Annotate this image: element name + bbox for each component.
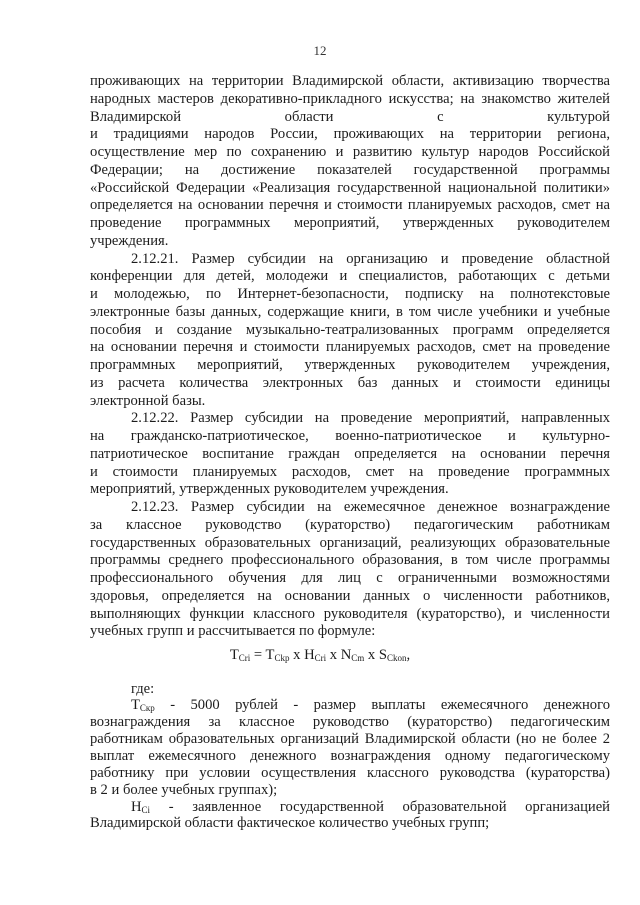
definition-hci-cont: Владимирской области фактическое количество учебных групп; bbox=[90, 815, 490, 831]
text-line: электронной базы. bbox=[90, 392, 206, 409]
text-line: выполняющих функции классного руководителя (кураторство), и численности bbox=[90, 605, 610, 622]
text-line: мероприятий, утвержденных руководителем учреждения. bbox=[90, 481, 449, 498]
formula-term-4-sub: Ckon bbox=[387, 653, 407, 663]
text-line: программы среднего профессионального образования, в том числе программы bbox=[90, 552, 610, 569]
text-line: Владимирской области с культурой bbox=[90, 108, 610, 125]
formula-lhs-sub: Cri bbox=[238, 653, 251, 663]
text-line: и стоимости планируемых расходов, смет на проведение программных bbox=[90, 463, 610, 480]
text-line: и традициями народов России, проживающих на территории региона, bbox=[90, 126, 610, 143]
text-line: вознаграждения за классное руководство (кураторство) педагогическим bbox=[90, 714, 610, 730]
formula-times-2: x bbox=[326, 647, 341, 663]
text-line: «Российской Федерации «Реализация государственной национальной политики» bbox=[90, 179, 610, 196]
text-line: проведение программных мероприятий, утвержденных руководителем bbox=[90, 215, 610, 231]
text-line: программных мероприятий, утвержденных руководителем учреждения, bbox=[90, 357, 610, 373]
text-line: на основании перечня и стоимости планируемых расходов, смет на проведение bbox=[90, 339, 610, 356]
formula-term-1: T bbox=[265, 647, 275, 663]
formula-term-2: H bbox=[304, 647, 315, 663]
text-line: определяется на основании перечня и стоимости планируемых расходов, смет на bbox=[90, 197, 610, 214]
text-line: осуществление мер по сохранению и развитию культур народов Российской bbox=[90, 144, 610, 160]
page-number: 12 bbox=[313, 43, 327, 58]
symbol-tckr: T bbox=[131, 697, 140, 713]
text-line: 2.12.21. Размер субсидии на организацию и проведение областной bbox=[131, 250, 610, 267]
text-line: государственных образовательных организаций, реализующих образовательные bbox=[90, 534, 610, 551]
symbol-hci: Н bbox=[131, 799, 142, 815]
text-line: патриотическое воспитание граждан определяется на основании перечня bbox=[90, 445, 610, 462]
formula bbox=[0, 647, 640, 664]
formula-term-3: N bbox=[340, 647, 352, 663]
text-line: здоровья, определяется на основании данных о численности работников, bbox=[90, 587, 610, 604]
text-line: за классное руководство (кураторство) педагогическим работникам bbox=[90, 516, 610, 533]
text-line: на гражданско-патриотическое, военно-патриотическое и культурно- bbox=[90, 428, 610, 444]
formula-times-3: x bbox=[364, 647, 379, 663]
text-line: работнику при условии осуществления классного руководства (кураторства) bbox=[90, 765, 610, 781]
formula-end: , bbox=[406, 647, 411, 663]
text-line: 2.12.22. Размер субсидии на проведение мероприятий, направленных bbox=[131, 410, 610, 427]
definition-tckr-text: - 5000 рублей - размер выплаты ежемесячного денежного bbox=[154, 697, 610, 713]
formula-equals: = bbox=[250, 647, 266, 663]
formula-times-1: x bbox=[289, 647, 305, 663]
text-line: учреждения. bbox=[90, 232, 169, 249]
formula-lhs: T bbox=[229, 647, 239, 663]
symbol-tckr-sub: Скр bbox=[139, 703, 155, 713]
definition-tckr bbox=[131, 697, 610, 713]
text-line: и молодежью, по Интернет-безопасности, подписку на полнотекстовые bbox=[90, 286, 610, 302]
definition-hci-text: - заявленное государственной образовательной организацией bbox=[150, 799, 610, 815]
text-line: проживающих на территории Владимирской области, активизацию творчества bbox=[90, 73, 610, 89]
text-line: 2.12.23. Размер субсидии на ежемесячное денежное вознаграждение bbox=[131, 499, 610, 515]
text-line: из расчета количества электронных баз данных и стоимости единицы bbox=[90, 374, 610, 391]
text-line: в 2 и более учебных группах); bbox=[90, 782, 278, 798]
formula-term-1-sub: Ckp bbox=[274, 653, 290, 663]
formula-term-4: S bbox=[378, 647, 387, 663]
formula-term-3-sub: Cm bbox=[351, 653, 365, 663]
text-line: учебных групп и рассчитывается по формуле: bbox=[90, 623, 376, 640]
text-line: пособия и создание музыкально-театрализованных программ определяется bbox=[90, 321, 610, 338]
text-line: народных мастеров декоративно-прикладного искусства; на знакомство жителей bbox=[90, 90, 610, 107]
text-line: конференции для детей, молодежи и специалистов, работающих с детьми bbox=[90, 268, 610, 285]
text-line: профессионального обучения для лиц с ограниченными возможностями bbox=[90, 570, 610, 586]
text-line: электронные базы данных, содержащие книги, в том числе учебники и учебные bbox=[90, 303, 610, 320]
definition-hci bbox=[131, 799, 610, 815]
text-line: выплат ежемесячного денежного вознаграждения одному педагогическому bbox=[90, 748, 610, 764]
where-label: где: bbox=[131, 681, 155, 697]
symbol-hci-sub: Сi bbox=[141, 805, 151, 815]
formula-term-2-sub: Cri bbox=[314, 653, 327, 663]
text-line: работникам образовательных организаций Владимирской области (но не более 2 bbox=[90, 731, 610, 747]
text-line: Федерации; на достижение показателей государственной программы bbox=[90, 161, 610, 178]
